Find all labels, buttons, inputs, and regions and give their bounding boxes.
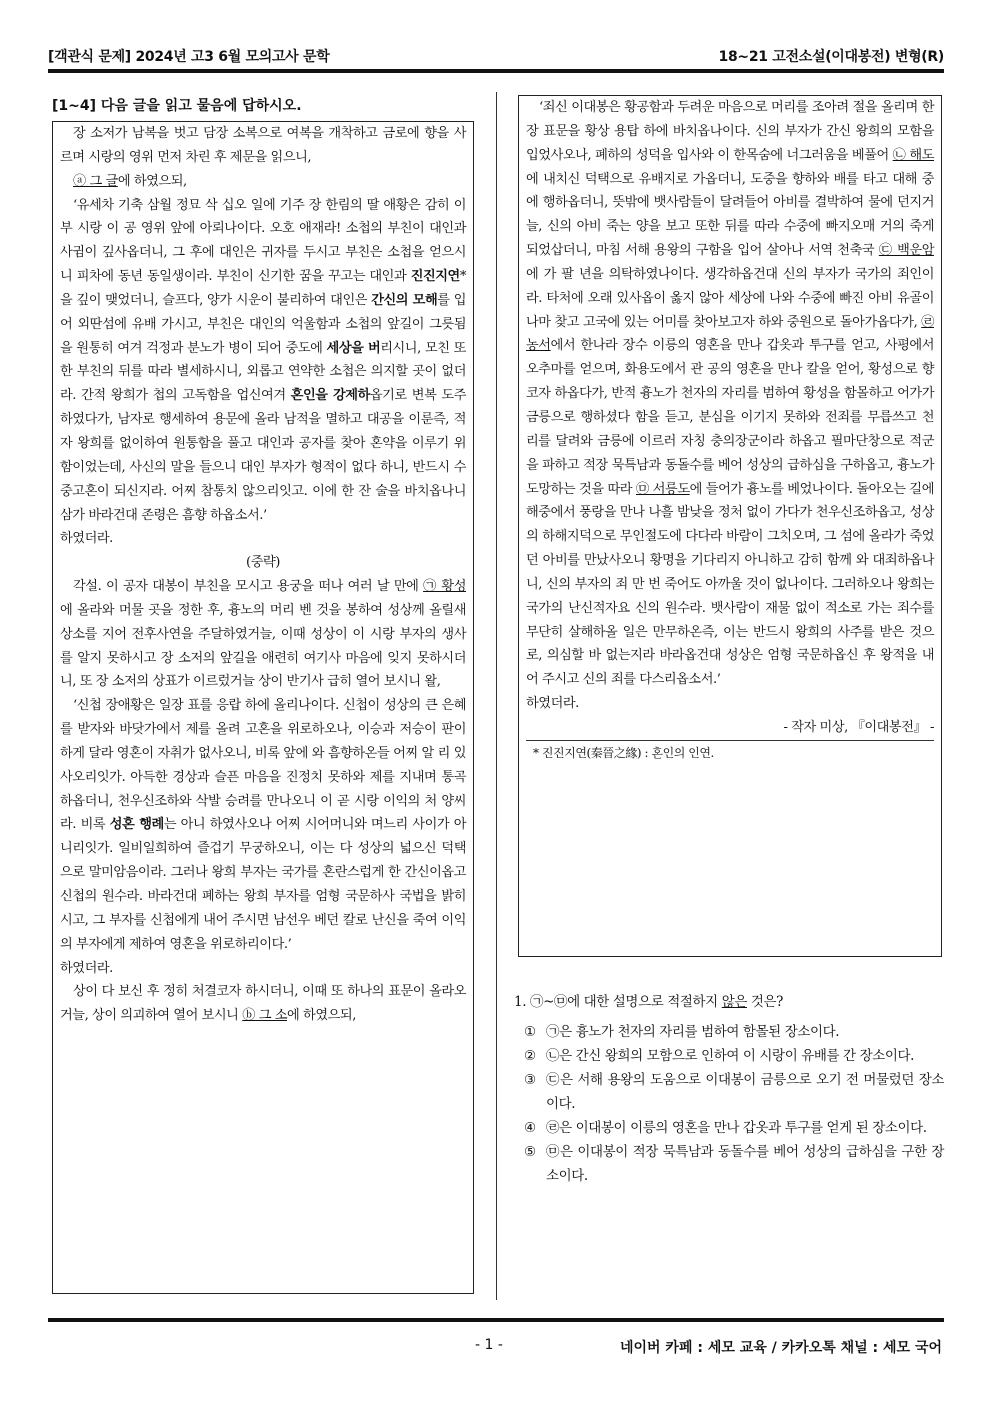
omission-mark: (중략) [246,555,280,571]
answer-option-3[interactable]: ③ ㉢은 서해 용왕의 도움으로 이대봉이 금릉으로 오기 전 머물렀던 장소이다. [524,1072,944,1112]
marker-1: ㉠ 황성 [423,579,466,595]
passage-left-box [52,121,474,1294]
marker-a: ⓐ 그 글 [73,173,118,189]
marker-2: ㉡ 해도 [892,147,935,163]
answer-option-5[interactable]: ⑤ ㉤은 이대봉이 적장 묵특남과 동돌수를 베어 성상의 급하심을 구한 장소이다. [524,1144,944,1184]
passage-paragraph: 하였더라. [60,531,113,547]
passage-paragraph: 각설. 이 공자 대봉이 부친을 모시고 용궁을 떠나 여러 날 만에 ㉠ 황성에 올라와 머물 곳을 정한 후, 흉노의 머리 벤 것을 봉하여 성상께 올릴새 상소를 지어 전후사연을 주달하였거늘, 이때 성상이 이 시랑 부자의 생사를 알지 못하시고 장 소저의 앞길을 애련히 여기사 마음에 잊지 못하시더니, 또 장 소저의 상표가 이르렀거늘 상이 반기사 급히 열어 보시니 왈, [60,579,466,690]
passage-memorial: ‘신첩 장애황은 일장 표를 응랍 하에 올리나이다. 신첩이 성상의 큰 은혜를 받자와 바닷가에서 제를 올려 고혼을 위로하오나, 이승과 저승이 판이하게 달라 영혼이 자취가 없사오니, 비록 앞에 와 흠향하온들 어찌 알 리 있사오리잇가. 아득한 경상과 슬픈 마음을 진정치 못하와 제를 지내며 통곡하옵더니, 천우신조하와 삭발 승려를 만나오니 이 곧 시랑 이익의 처 양씨라. 비록 성혼 행례는 아니 하였사오나 어찌 시어머니와 며느리 사이가 아니리잇가. 일비일희하여 즐겁기 무궁하오니, 이는 다 성상의 넓으신 덕택으로 말미암음이라. 그러나 왕희 부자는 국가를 혼란스럽게 한 간신이옵고 신첩의 원수라. 바라건대 폐하는 왕희 부자를 엄형 국문하사 국법을 밝히시고, 그 부자를 신첩에게 내어 주시면 남선우 베던 칼로 난신을 죽여 이익의 부자에게 제하여 영혼을 위로하리이다.’ [60,698,466,952]
answer-option-1[interactable]: ① ㉠은 흉노가 천자의 자리를 범하여 함몰된 장소이다. [524,1024,840,1040]
passage-paragraph: 장 소저가 남복을 벗고 담장 소복으로 여복을 개착하고 금로에 향을 사르며 시랑의 영위 먼저 차린 후 제문을 읽으니, [60,126,466,165]
page-number: - 1 - [475,1337,503,1353]
passage-paragraph: ⓐ 그 글에 하였으되, [73,173,187,189]
source-citation: - 작자 미상, 『이대봉전』 - [783,719,934,735]
column-divider [496,92,497,1300]
passage-paragraph: 상이 다 보신 후 정히 처결코자 하시더니, 이때 또 하나의 표문이 올라오거늘, 상이 의괴하여 열어 보시니 ⓑ 그 소에 하였으되, [60,984,466,1024]
marker-b: ⓑ 그 소 [242,1008,288,1024]
marker-3: ㉢ 백운암 [878,243,934,259]
header-title: [객관식 문제] 2024년 고3 6월 모의고사 문학 [48,49,330,65]
answer-option-2[interactable]: ② ㉡은 간신 왕희의 모함으로 인하여 이 시랑이 유배를 간 장소이다. [524,1048,915,1064]
question-1 [514,990,944,1188]
footnote: * 진진지연(秦晉之緣) : 혼인의 인연. [526,740,934,763]
footer-rule [48,1318,944,1322]
passage-right-box [518,95,942,957]
marker-4: ㉣ 농서 [526,314,934,354]
question-stem: 1. ㉠~㉤에 대한 설명으로 적절하지 않은 것은? [514,994,784,1010]
passage-paragraph: 하였더라. [526,696,579,712]
footer-channel: 네이버 카페 : 세모 교육 / 카카오톡 채널 : 세모 국어 [619,1340,942,1356]
passage-paragraph: 하였더라. [60,960,113,976]
marker-5: ㉤ 서릉도 [635,481,690,497]
passage-memorial-daebong: ‘죄신 이대봉은 황공함과 두려운 마음으로 머리를 조아려 절을 올리며 한 장 표문을 황상 용탑 하에 바치옵나이다. 신의 부자가 간신 왕희의 모함을 입었사오나, 폐하의 성덕을 입사와 이 한목숨에 너그러움을 베풀어 ㉡ 해도에 내치신 덕택으로 유배지로 가옵더니, 도중을 향하와 배를 타고 대해 중에 행하옵더니, 뜻밖에 뱃사람들이 달려들어 아비를 결박하여 물에 던지거늘, 신의 아비 죽는 양을 보고 또한 뒤를 따라 수중에 빠지오매 거의 죽게 되었삽더니, 마침 서해 용왕의 구함을 입어 살아나 서역 천축국 ㉢ 백운암에 가 팔 년을 의탁하였나이다. 생각하옵건대 신의 부자가 국가의 죄인이라. 타처에 오래 있사옵이 옳지 않아 세상에 나와 수중에 빠진 아비 유골이나마 찾고 고국에 있는 어미를 찾아보고자 하와 중원으로 돌아가옵다가, ㉣ 농서에서 한나라 장수 이릉의 영혼을 만나 갑옷과 투구를 얻고, 사평에서 오추마를 얻으며, 화용도에서 관 공의 영혼을 만나 칼을 얻어, 황성으로 향코자 하옵다가, 반적 흉노가 천자의 자리를 범하여 황성을 함몰하고 어가가 금릉으로 행하셨다 함을 듣고, 분심을 이기지 못하와 전죄를 무릅쓰고 천 리를 달려와 금릉에 이르러 자칭 충의장군이라 하옵고 필마단창으로 적군을 파하고 적장 묵특남과 동돌수를 베어 성상의 급하심을 구하옵고, 흉노가 도망하는 것을 따라 ㉤ 서릉도에 들어가 흉노를 베었나이다. 돌아오는 길에 해중에서 풍랑을 만나 나흘 밤낮을 정처 없이 가다가 천우신조하옵고, 성상의 하해지덕으로 무인절도에 다다라 바람이 그치오며, 그 섬에 올라가 죽었던 아비를 만났사오니 황명을 기다리지 아니하고 감히 함께 와 대죄하옵나니, 신의 부자의 죄 만 번 죽어도 아까울 것이 없나이다. 그러하오나 왕희는 국가의 난신적자요 신의 원수라. 뱃사람이 재물 없이 적소로 가는 죄수를 무단히 살해하올 일은 만무하온즉, 이는 반드시 왕희의 사주를 받은 것으로, 의심할 바 없는지라 바라옵건대 성상은 엄형 국문하옵신 후 왕적을 내어 주시고 신의 죄를 다스리옵소서.’ [526,100,935,688]
answer-option-4[interactable]: ④ ㉣은 이대봉이 이릉의 영혼을 만나 갑옷과 투구를 얻게 된 장소이다. [524,1120,927,1136]
header-subtitle: 18~21 고전소설(이대봉전) 변형(R) [718,49,944,65]
instruction: [1~4] 다음 글을 읽고 물음에 답하시오. [52,98,302,114]
passage-eulogy: ‘유세차 기축 삼월 정묘 삭 십오 일에 기주 장 한림의 딸 애황은 감히 이부 시랑 이 공 영위 앞에 아뢰나이다. 오호 애재라! 소첩의 부친이 대인과 사귐이 깊사옵더니, 그 후에 대인은 귀자를 두시고 부친은 소첩을 얻으시니 피차에 동년 동일생이라. 부친이 신기한 꿈을 꾸고는 대인과 진진지연*을 깊이 맺었더니, 슬프다, 양가 시운이 불리하여 대인은 간신의 모해를 입어 외딴섬에 유배 가시고, 부친은 대인의 억울함과 소첩의 앞길이 그릇됨을 원통히 여겨 걱정과 분노가 병이 되어 중도에 세상을 버리시니, 모친 또한 부친의 뒤를 따라 별세하시니, 외롭고 연약한 소첩은 의지할 곳이 없더라. 간적 왕희가 첩의 고독함을 업신여겨 혼인을 강제하옵기로 변복 도주하였다가, 남자로 행세하여 용문에 올라 남적을 멸하고 대공을 이룬즉, 적자 왕희를 없이하여 원통함을 풀고 대인과 공자를 찾아 혼약을 이루기 위함이었는데, 사신의 말을 들으니 대인 부자가 형적이 없다 하니, 반드시 수중고혼이 되신지라. 어찌 참통치 않으리잇고. 이에 한 잔 술을 바치옵나니 삼가 바라건대 존령은 흠향 하옵소서.’ [60,197,466,523]
header-rule [48,69,944,73]
